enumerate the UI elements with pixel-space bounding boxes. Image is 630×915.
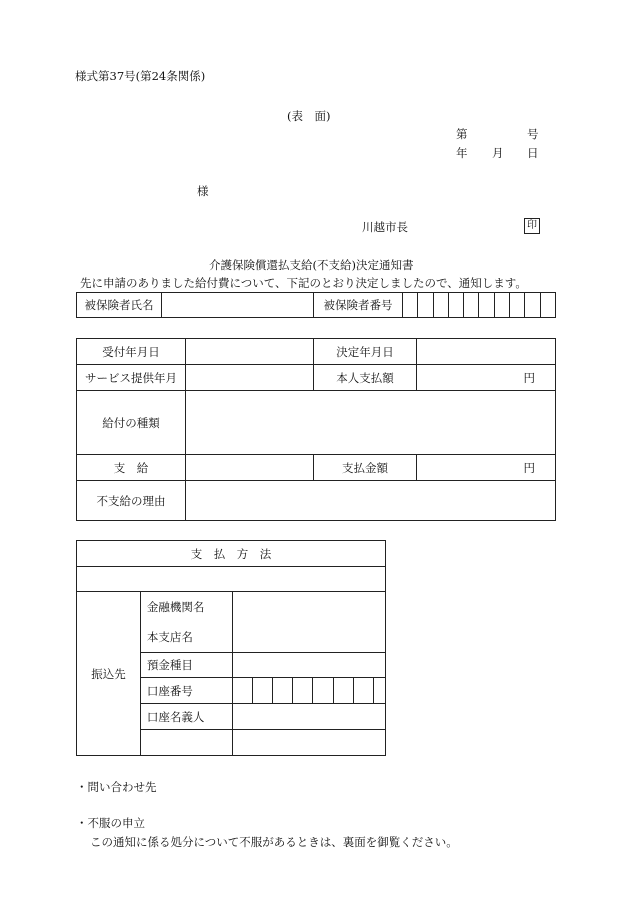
- appeal-title: ・不服の申立: [76, 816, 145, 830]
- extra-label-cell: [140, 730, 232, 756]
- seal-mark: 印: [524, 218, 540, 234]
- transfer-label: 振込先: [77, 592, 141, 756]
- account-number-digit[interactable]: [333, 678, 353, 704]
- account-number-digit[interactable]: [252, 678, 272, 704]
- account-number-digit[interactable]: [293, 678, 313, 704]
- payment-amount-value[interactable]: [417, 455, 556, 481]
- decided-date-value[interactable]: [417, 339, 556, 365]
- appeal-text: この通知に係る処分について不服があるときは、裏面を御覧ください。: [90, 835, 458, 849]
- received-date-label: 受付年月日: [77, 339, 186, 365]
- insured-number-digit[interactable]: [479, 293, 494, 318]
- addressee-suffix: 様: [197, 184, 209, 198]
- insured-name-label: 被保険者氏名: [77, 293, 162, 318]
- insured-number-digit[interactable]: [494, 293, 509, 318]
- form-number: 様式第37号(第24条関係): [75, 69, 206, 83]
- self-pay-label: 本人支払額: [314, 365, 417, 391]
- branch-label: 本支店名: [146, 630, 193, 644]
- payment-label: 支 給: [77, 455, 186, 481]
- bank-label: 金融機関名: [146, 600, 205, 614]
- insured-number-label: 被保険者番号: [314, 293, 403, 318]
- insured-table: [76, 292, 556, 318]
- yen-unit: 円: [523, 460, 535, 475]
- number-go: 号: [527, 127, 539, 141]
- bank-branch-labels: [140, 592, 232, 653]
- yen-unit: 円: [523, 370, 535, 385]
- payment-value[interactable]: [186, 455, 314, 481]
- service-month-value[interactable]: [186, 365, 314, 391]
- payment-amount-label: 支払金額: [314, 455, 417, 481]
- insured-number-digit[interactable]: [418, 293, 433, 318]
- intro-text: 先に申請のありました給付費について、下記のとおり決定しましたので、通知します。: [80, 276, 527, 290]
- decided-date-label: 決定年月日: [314, 339, 417, 365]
- account-type-value[interactable]: [232, 653, 386, 678]
- insured-number-digit[interactable]: [433, 293, 448, 318]
- account-number-digit[interactable]: [272, 678, 292, 704]
- insured-name-value[interactable]: [162, 293, 314, 318]
- number-dai: 第: [456, 127, 468, 141]
- decision-table: [76, 338, 556, 521]
- date-day: 日: [527, 146, 539, 160]
- inquiry-note: ・問い合わせ先: [76, 780, 157, 794]
- benefit-type-value[interactable]: [186, 391, 556, 455]
- side-label: (表 面): [287, 109, 331, 123]
- payment-method-choice[interactable]: [77, 567, 386, 592]
- nonpayment-reason-label: 不支給の理由: [77, 481, 186, 521]
- date-month: 月: [492, 146, 504, 160]
- account-number-digit[interactable]: [232, 678, 252, 704]
- payment-method-table: [76, 540, 386, 756]
- account-number-label: 口座番号: [140, 678, 232, 704]
- account-number-digit[interactable]: [353, 678, 373, 704]
- account-number-digit[interactable]: [374, 678, 386, 704]
- service-month-label: サービス提供年月: [77, 365, 186, 391]
- bank-branch-value[interactable]: [232, 592, 386, 653]
- account-number-digit[interactable]: [313, 678, 333, 704]
- extra-value-cell[interactable]: [232, 730, 386, 756]
- insured-number-digit[interactable]: [403, 293, 418, 318]
- nonpayment-reason-value[interactable]: [186, 481, 556, 521]
- account-holder-value[interactable]: [232, 704, 386, 730]
- issuer-name: 川越市長: [362, 220, 408, 234]
- account-type-label: 預金種目: [140, 653, 232, 678]
- document-title: 介護保険償還払支給(不支給)決定通知書: [209, 258, 414, 272]
- insured-number-digit[interactable]: [540, 293, 555, 318]
- date-year: 年: [456, 146, 468, 160]
- insured-number-digit[interactable]: [464, 293, 479, 318]
- insured-number-digit[interactable]: [525, 293, 540, 318]
- insured-number-digit[interactable]: [448, 293, 463, 318]
- insured-number-digit[interactable]: [510, 293, 525, 318]
- self-pay-value[interactable]: [417, 365, 556, 391]
- benefit-type-label: 給付の種類: [77, 391, 186, 455]
- received-date-value[interactable]: [186, 339, 314, 365]
- account-holder-label: 口座名義人: [140, 704, 232, 730]
- payment-method-title: 支 払 方 法: [77, 541, 386, 567]
